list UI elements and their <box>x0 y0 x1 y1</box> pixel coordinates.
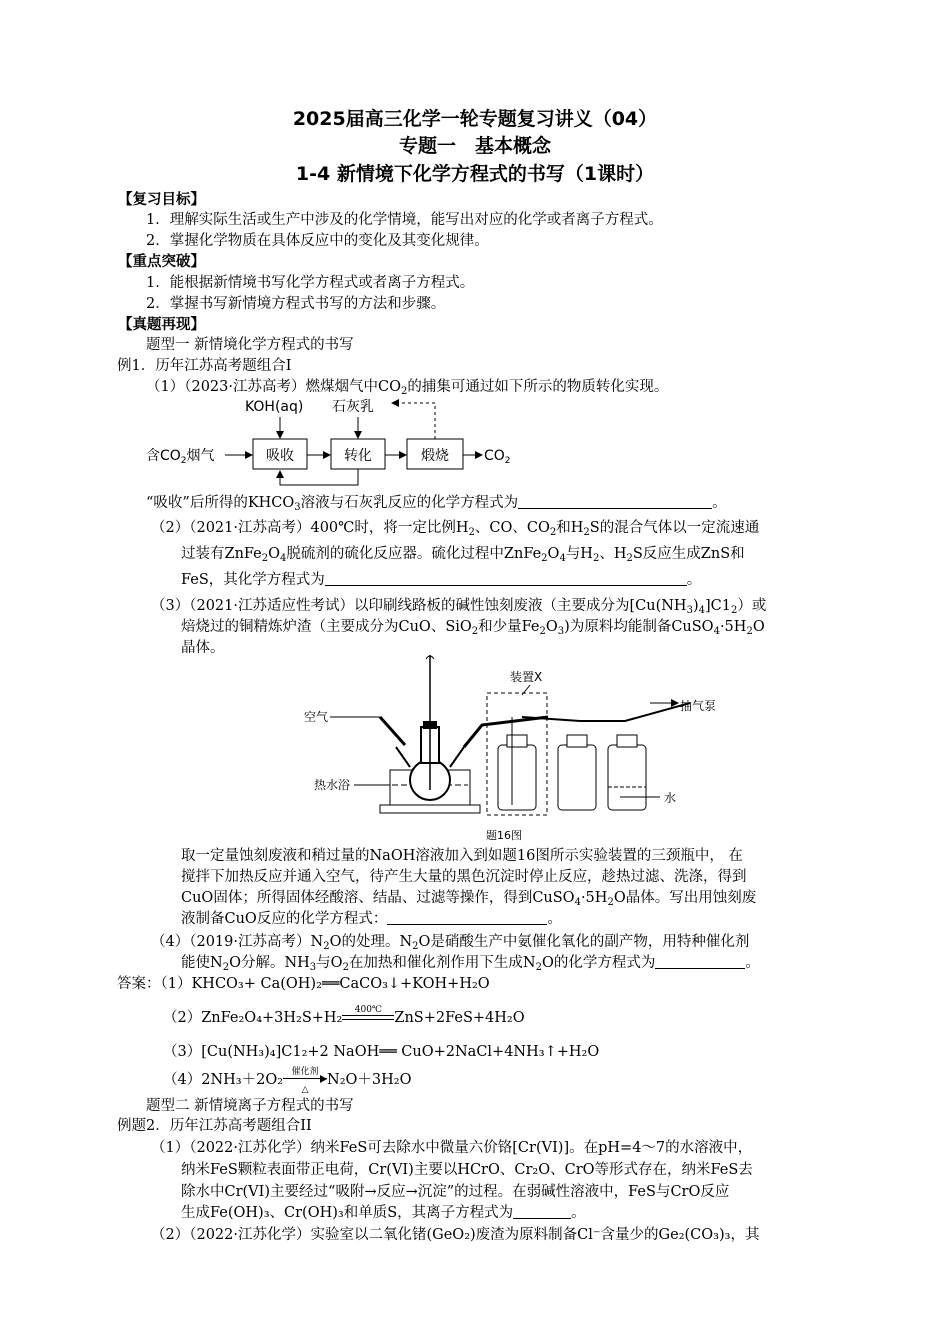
co2-capture-flow-diagram <box>140 393 540 493</box>
question-3-para-4: 液制备CuO反应的化学方程式： 。 <box>181 911 562 927</box>
type2-title: 题型二 新情境离子方程式的书写 <box>146 1098 354 1114</box>
answer-1: （1）KHCO₃+ Ca(OH)₂══CaCO₃↓+KOH+H₂O <box>160 976 490 992</box>
calcine-label: 煅烧 <box>421 448 449 464</box>
bottle-neck <box>567 735 587 747</box>
question-2-line-2: 过装有$ZnFe_2O_4$脱硫剂的硫化反应器。硫化过程中$ZnFe_2O_4$与$H_2$、$H_2S$反应生成ZnS和 <box>181 546 745 564</box>
flow-input-label: 含$CO_2$烟气 <box>146 448 215 466</box>
answer-2: （2）ZnFe₂O₄+3H₂S+H₂ 400℃ ZnS+2FeS+4H₂O <box>163 1005 525 1026</box>
flow-output-label: $CO_2$ <box>484 448 511 466</box>
figure-caption: 题16图 <box>486 829 522 842</box>
loop-arrow <box>280 469 358 485</box>
heater-stand <box>380 805 480 813</box>
review-goal-item: 1．理解实际生活或生产中涉及的化学情境，能写出对应的化学或者离子方程式。 <box>146 212 663 228</box>
answer-blank[interactable] <box>513 1204 571 1219</box>
pump-label: 抽气泵 <box>680 699 717 713</box>
question-1-text: （1）（2023·江苏高考）燃煤烟气中$CO_2$的捕集可通过如下所示的物质转化实现。 <box>146 379 669 397</box>
hot-bath-label: 热水浴 <box>314 778 351 792</box>
device-x-label: 装置X <box>510 670 543 684</box>
flask-right-neck <box>450 747 464 767</box>
connecting-tube <box>464 717 548 747</box>
type2-q1-line-4: 生成Fe(OH)₃、Cr(OH)₃和单质S，其离子方程式为 。 <box>181 1205 586 1221</box>
convert-label: 转化 <box>344 448 372 464</box>
gas-bottle-1 <box>498 745 536 810</box>
air-label: 空气 <box>304 710 329 724</box>
type2-q1-line-1: （1）（2022·江苏化学）纳米FeS可去除水中微量六价铬[Cr(VI)]。在pH=4～7的水溶液中， <box>151 1140 753 1156</box>
air-inlet-tube <box>380 717 405 745</box>
past-exams-heading: 【真题再现】 <box>118 317 205 333</box>
question-2-line-3: FeS，其化学方程式为 。 <box>181 572 702 588</box>
experiment-apparatus-figure <box>290 655 720 843</box>
topic-title: 专题一 基本概念 <box>398 135 551 157</box>
answers-line-1 <box>117 974 490 994</box>
absorb-label: 吸收 <box>266 448 294 464</box>
water-label: 水 <box>664 791 677 805</box>
key-point-item: 2．掌握书写新情境方程式书写的方法和步骤。 <box>146 296 446 312</box>
question-3-line-2: 焙烧过的铜精炼炉渣（主要成分为CuO、SiO$_2$和少量$Fe_2O_3$)为原料均能制备$CuSO_4\cdot 5H_2O$ <box>181 619 765 637</box>
key-points-heading: 【重点突破】 <box>118 254 205 270</box>
answers-label: 答案： <box>117 976 161 992</box>
gas-bottle-3 <box>608 745 646 810</box>
review-goals-heading: 【复习目标】 <box>118 192 205 208</box>
flask-left-neck <box>396 747 410 767</box>
answer-blank[interactable] <box>518 494 712 509</box>
review-goal-item: 2．掌握化学物质在具体反应中的变化及其变化规律。 <box>146 233 489 249</box>
type1-title: 题型一 新情境化学方程式的书写 <box>146 337 354 353</box>
question-3-line-1: （3）（2021·江苏适应性考试）以印刷线路板的碱性蚀刻废液（主要成分为$[Cu(NH_3)_4]C1_2$）或 <box>151 598 767 616</box>
koh-label: KOH(aq) <box>245 399 304 415</box>
gas-bottle-2 <box>558 745 596 810</box>
type2-q1-line-2: 纳米FeS颗粒表面带正电荷，Cr(VI)主要以HCrO、Cr₂O、CrO等形式存在，纳米FeS去 <box>181 1162 753 1178</box>
answer-4: （4）2NH₃＋2O₂ 催化剂 △ N₂O＋3H₂O <box>163 1067 412 1095</box>
question-4-line-2: 能使$N_2O$分解。$NH_3$与$O_2$在加热和催化剂作用下生成$N_2O$的化学方程式为 。 <box>181 955 760 973</box>
lesson-title: 1-4 新情境下化学方程式的书写（1课时） <box>295 163 655 185</box>
question-2-line-1: （2）（2021·江苏高考）400℃时，将一定比例$H_2$、CO、$CO_2$和$H_2S$的混合气体以一定流速通 <box>151 520 760 538</box>
answer-blank[interactable] <box>387 910 547 925</box>
type2-q2-line-1: （2）（2022·江苏化学）实验室以二氧化锗(GeO₂)废渣为原料制备Cl⁻含量少的Ge₂(CO₃)₃，其 <box>151 1227 760 1243</box>
question-3-line-3: 晶体。 <box>181 640 225 656</box>
question-4-line-1: （4）（2019·江苏高考）$N_2O$的处理。$N_2O$是硝酸生产中氨催化氧化的副产物，用特种催化剂 <box>151 934 750 952</box>
type2-q1-line-3: 除水中Cr(VI)主要经过“吸附→反应→沉淀”的过程。在弱碱性溶液中，FeS与CrO反应 <box>181 1184 730 1200</box>
bottle-neck <box>617 735 637 747</box>
example1-title: 例1．历年江苏高考题组合I <box>117 358 292 374</box>
key-point-item: 1．能根据新情境书写化学方程式或者离子方程式。 <box>146 275 475 291</box>
bottle-neck <box>507 735 527 747</box>
reaction-condition-arrow: 催化剂 △ <box>283 1071 327 1085</box>
answer-blank[interactable] <box>325 571 687 586</box>
recycle-dashed-arrow <box>392 403 435 439</box>
question-3-para-1: 取一定量蚀刻废液和稍过量的NaOH溶液加入到如题16图所示实验装置的三颈瓶中， 在 <box>181 848 743 864</box>
answer-3: （3）[Cu(NH₃)₄]C1₂+2 NaOH══ CuO+2NaCl+4NH₃↑+H₂O <box>163 1044 600 1060</box>
doc-title: 2025届高三化学一轮专题复习讲义（04） <box>292 108 658 130</box>
example2-title: 例题2．历年江苏高考题组合II <box>117 1118 312 1134</box>
question-3-para-3: CuO固体；所得固体经酸溶、结晶、过滤等操作，得到$CuSO_4\cdot 5H_2O$晶体。写出用蚀刻废 <box>181 890 757 908</box>
lime-label: 石灰乳 <box>332 399 374 415</box>
question-3-para-2: 搅拌下加热反应并通入空气，待产生大量的黑色沉淀时停止反应，趁热过滤、洗涤，得到 <box>181 869 747 885</box>
answer-blank[interactable] <box>655 954 745 969</box>
reaction-condition-equals: 400℃ <box>342 1009 394 1023</box>
question-1-ask: “吸收”后所得的$KHCO_3$溶液与石灰乳反应的化学方程式为 。 <box>146 495 727 513</box>
